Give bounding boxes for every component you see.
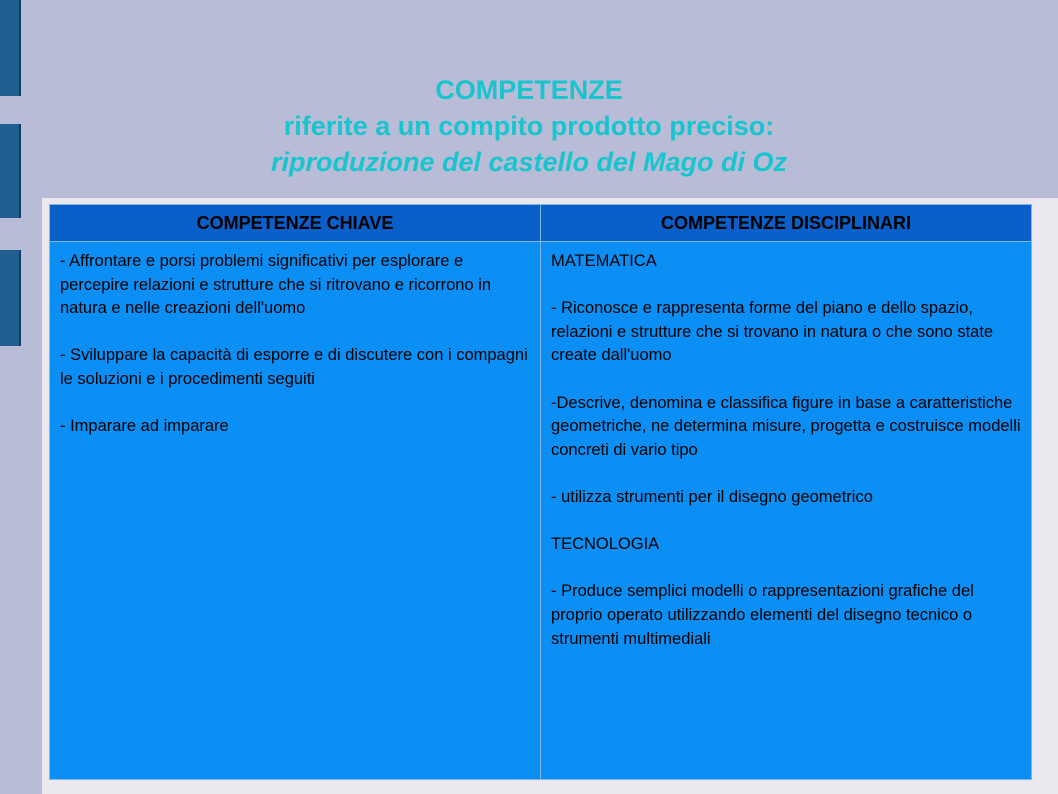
title-line-1: COMPETENZE [435,75,623,105]
cell-competenze-chiave [50,242,541,780]
slide-title [0,72,1058,180]
list-item: -Descrive, denomina e classifica figure in base a caratteristiche geometriche, ne determina misure, progetta e costruisce modelli concreti di vario tipo [551,393,1021,459]
cell-competenze-disciplinari [541,242,1032,780]
list-item: - Produce semplici modelli o rappresentazioni grafiche del proprio operato utilizzando elementi del disegno tecnico o strumenti multimediali [551,582,974,648]
header-competenze-disciplinari: COMPETENZE DISCIPLINARI [541,205,1032,242]
list-item: - Imparare ad imparare [60,417,229,436]
list-item: - utilizza strumenti per il disegno geometrico [551,487,873,506]
list-item: - Affrontare e porsi problemi significativi per esplorare e percepire relazioni e strutture che si ritrovano e ricorrono in natura e nelle creazioni dell'uomo [60,252,492,318]
title-line-3: riproduzione del castello del Mago di Oz [270,147,788,177]
title-line-2: riferite a un compito prodotto preciso: [283,111,775,141]
competences-table [49,204,1032,780]
list-item: - Sviluppare la capacità di esporre e di discutere con i compagni le soluzioni e i procedimenti seguiti [60,346,528,388]
list-item: - Riconosce e rappresenta forme del piano e dello spazio, relazioni e strutture che si trovano in natura o che sono state create dall'uomo [551,299,994,365]
table-row [50,242,1032,780]
side-tab-3 [0,250,21,346]
header-competenze-chiave: COMPETENZE CHIAVE [50,205,541,242]
section-heading-tecnologia: TECNOLOGIA [551,535,660,554]
table-header-row [50,205,1032,242]
section-heading-matematica: MATEMATICA [551,252,657,270]
